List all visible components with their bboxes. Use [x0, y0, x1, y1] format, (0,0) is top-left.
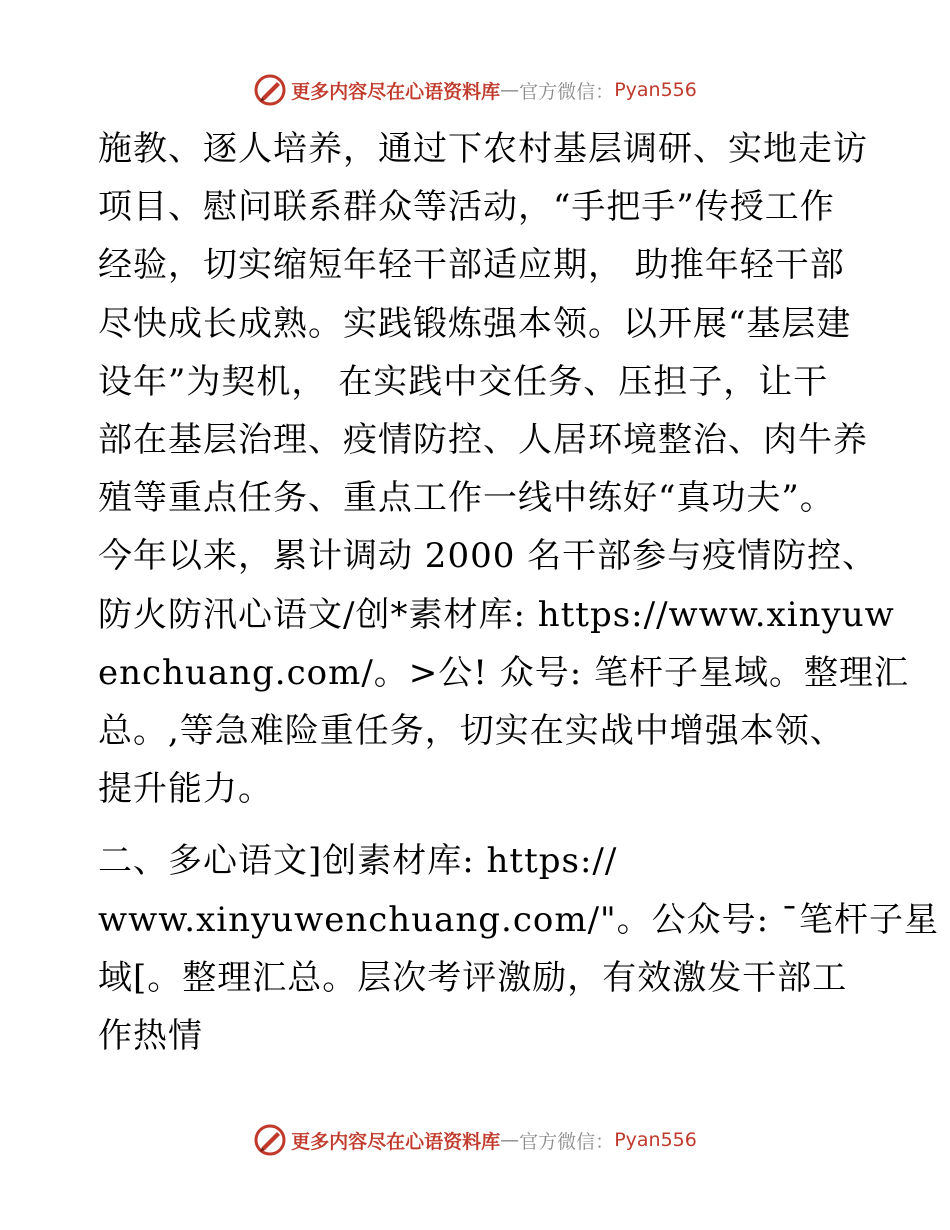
text-line: 二、多心语文]创素材库: https://	[98, 841, 618, 882]
text-line: 作热情	[98, 1016, 203, 1057]
text-line: 域[。整理汇总。层次考评激励，有效激发干部工	[98, 957, 848, 998]
watermark-separator: —	[500, 1129, 520, 1151]
text-line: 设年”为契机， 在实践中交任务、压担子，让干	[98, 361, 829, 402]
text-line: 今年以来，累计调动 2000 名干部参与疫情防控、	[98, 536, 878, 577]
text-line: 总。,等急难险重任务，切实在实战中增强本领、	[98, 711, 845, 752]
paragraph-2	[98, 832, 939, 1065]
seal-logo-icon	[253, 1123, 287, 1157]
footer-watermark	[0, 1120, 950, 1160]
text-line: 尽快成长成熟。实践锻炼强本领。以开展“基层建	[98, 303, 852, 344]
watermark-brand: 更多内容尽在心语资料库	[291, 80, 501, 103]
header-watermark	[0, 70, 950, 110]
watermark-separator: —	[500, 79, 520, 101]
text-line: 提升能力。	[98, 769, 273, 810]
text-line: enchuang.com/。>公! 众号: 笔杆子星域。整理汇	[98, 652, 910, 693]
watermark-wechat-id: Pyan556	[614, 1129, 697, 1151]
text-line: 经验，切实缩短年轻干部适应期， 助推年轻干部	[98, 245, 845, 286]
seal-logo-icon	[253, 73, 287, 107]
paragraph-1	[98, 120, 910, 818]
text-line: 部在基层治理、疫情防控、人居环境整治、肉牛养	[98, 420, 868, 461]
watermark-label: 官方微信：	[519, 1130, 615, 1153]
text-line: www.xinyuwenchuang.com/"。公众号: ¯笔杆子星	[98, 899, 939, 940]
watermark-label: 官方微信：	[519, 80, 615, 103]
text-line: 防火防汛心语文/创*素材库: https://www.xinyuw	[98, 594, 895, 635]
watermark-brand: 更多内容尽在心语资料库	[291, 1130, 501, 1153]
text-line: 项目、慰问联系群众等活动，“手把手”传授工作	[98, 187, 835, 228]
text-line: 施教、逐人培养，通过下农村基层调研、实地走访	[98, 129, 868, 169]
text-line: 殖等重点任务、重点工作一线中练好“真功夫”。	[98, 478, 835, 519]
watermark-wechat-id: Pyan556	[614, 79, 697, 101]
document-body	[98, 120, 939, 1065]
